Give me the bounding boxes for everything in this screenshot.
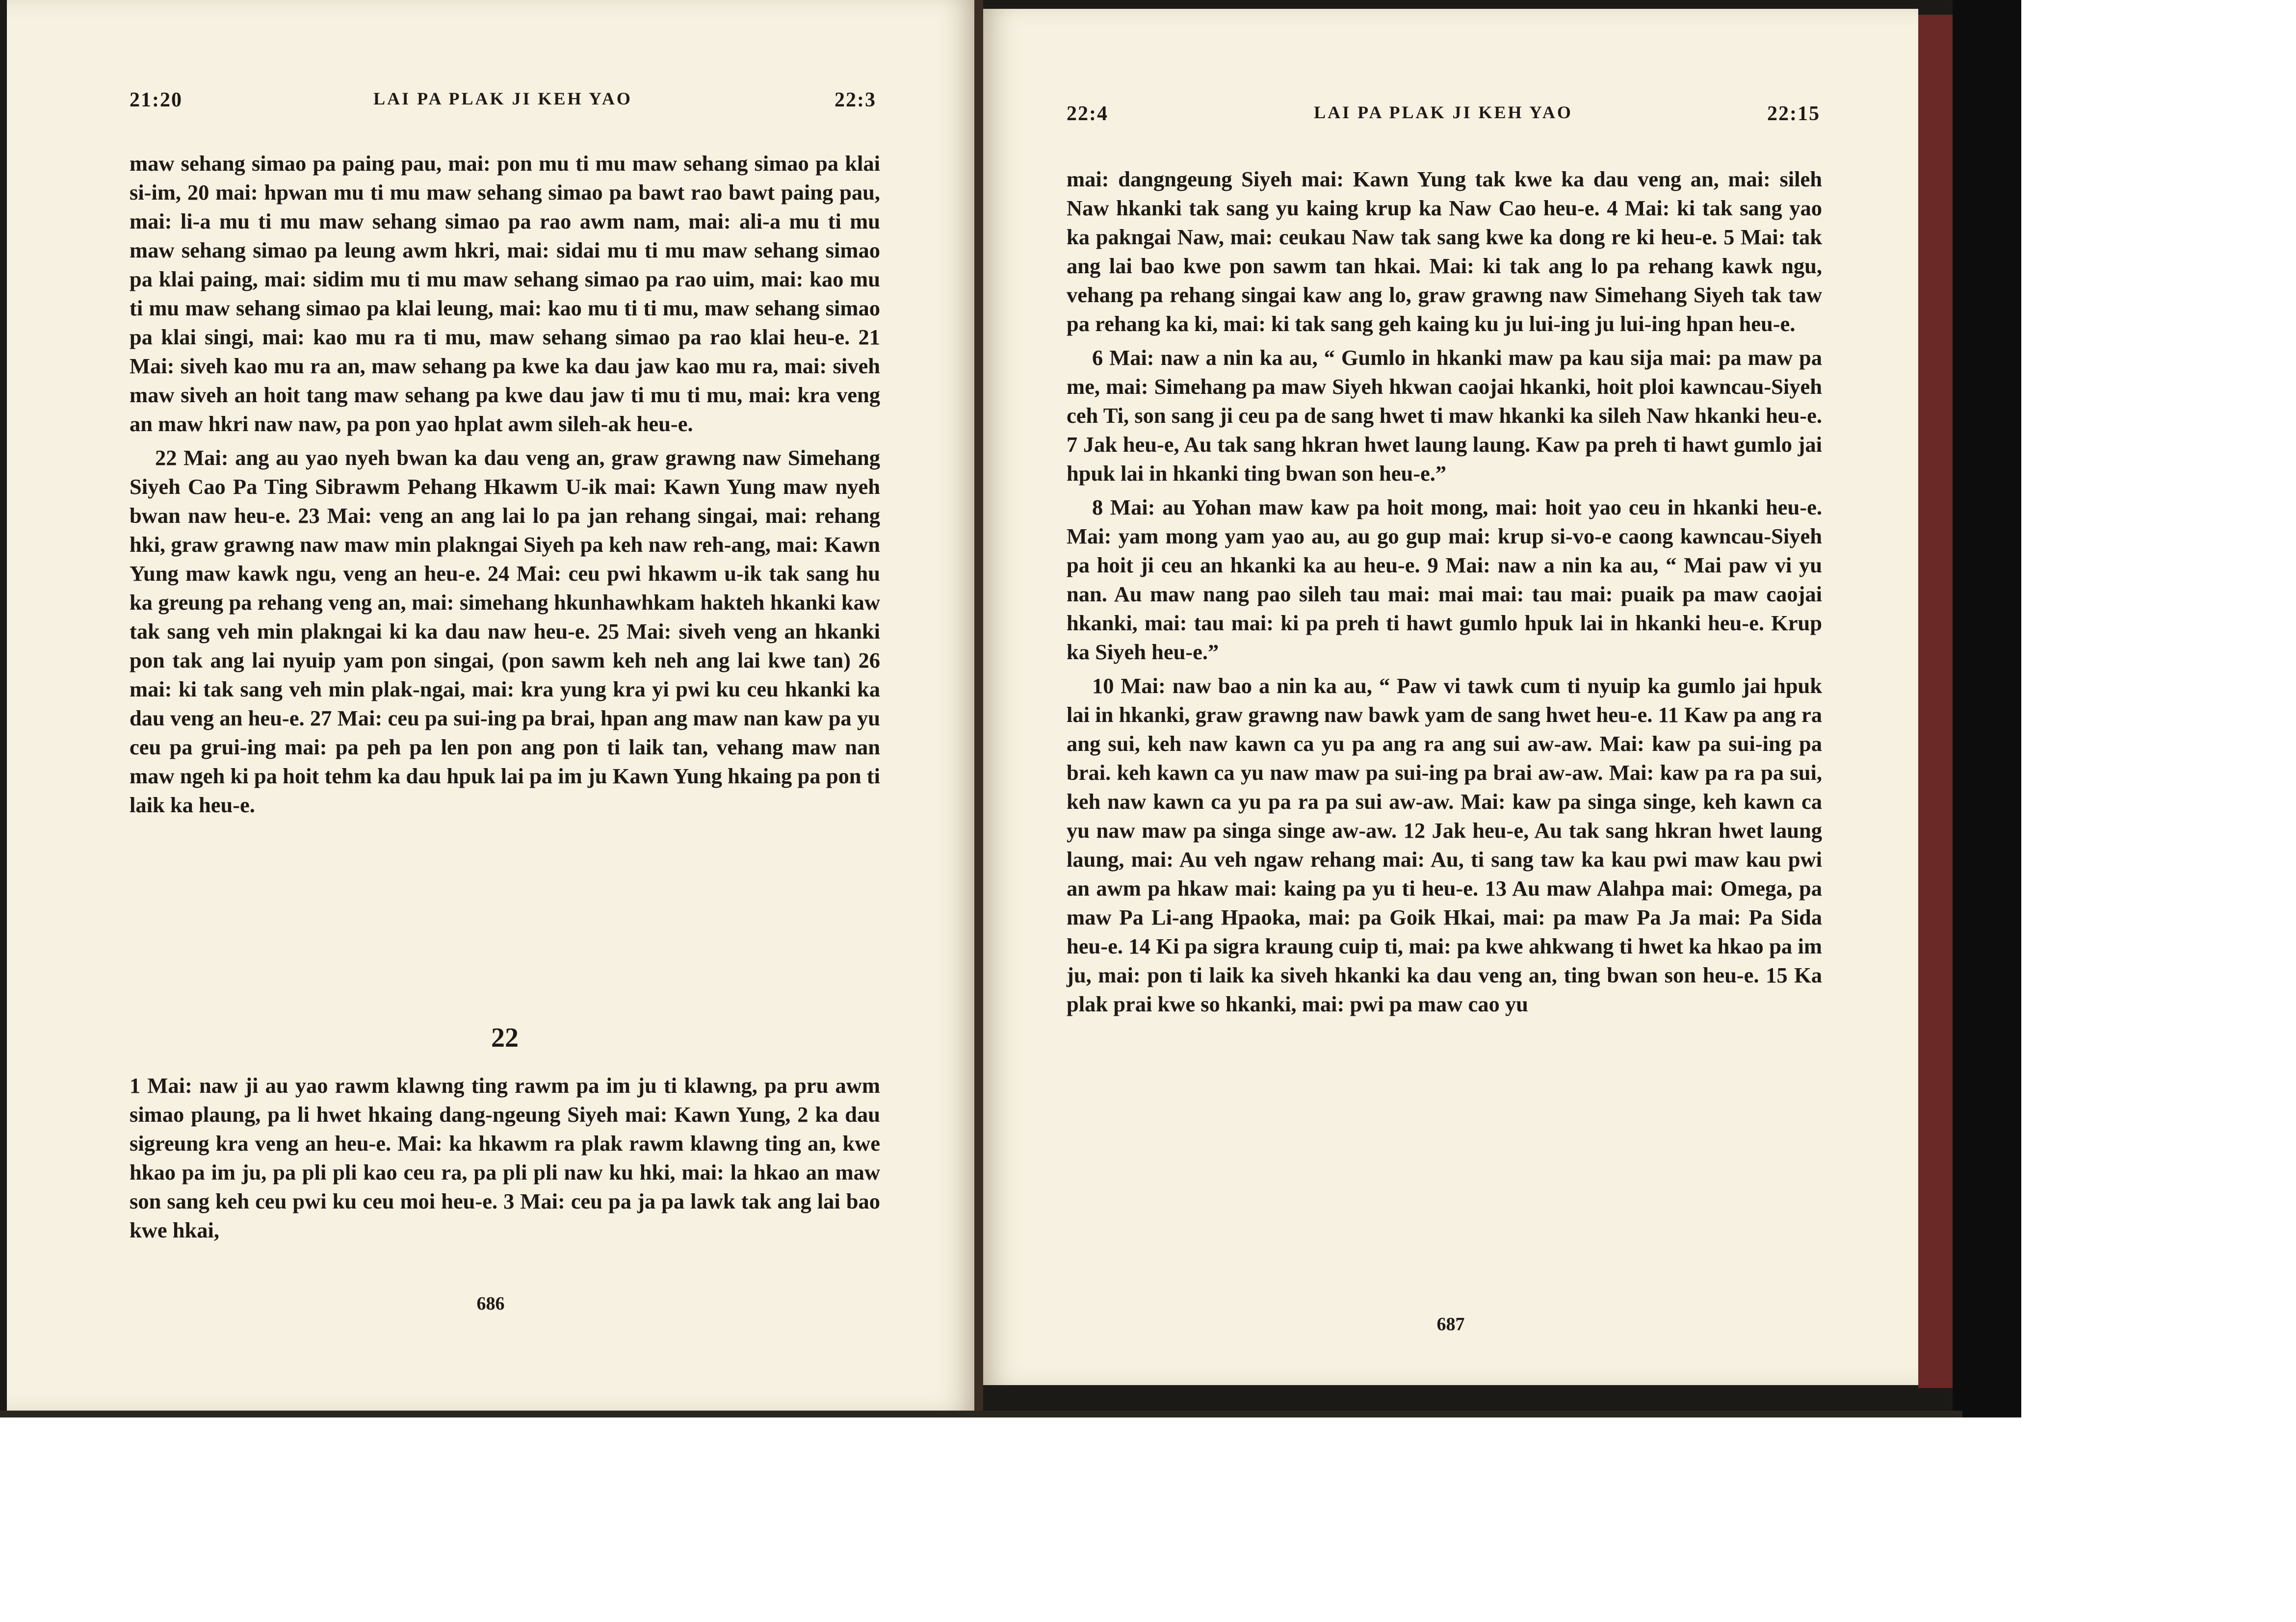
- paragraph: maw sehang simao pa paing pau, mai: pon mu ti mu maw sehang simao pa klai si-im, 20 mai: hpwan mu ti mu maw sehang simao pa bawt rao bawt paing pau, mai: li-a mu ti mu maw sehang simao pa rao awm nam, mai: ali-a mu ti mu maw sehang simao pa leung awm hkri, mai: sidai mu ti mu maw sehang simao pa klai paing, mai: sidim mu ti mu maw sehang simao pa rao uim, mai: kao mu ti mu maw sehang simao pa klai leung, mai: kao mu ti ti mu, maw sehang simao pa klai singi, mai: kao mu ra ti mu, maw sehang simao pa rao klai heu-e. 21 Mai: siveh kao mu ra an, maw sehang pa kwe ka dau jaw kao mu ra, mai: siveh maw siveh an hoit tang maw sehang pa kwe dau jaw ti mu ti mu, mai: kra veng an maw hkri naw naw, pa pon yao hplat awm sileh-ak heu-e.: [130, 151, 880, 436]
- body-text-before-chapter: [130, 149, 880, 820]
- paragraph: 1 Mai: naw ji au yao rawm klawng ting rawm pa im ju ti klawng, pa pru awm simao plaung, pa li hwet hkaing dang-ngeung Siyeh mai: Kawn Yung, 2 ka dau sigreung kra veng an heu-e. Mai: ka hkawm ra plak rawm klawng ting an, kwe hkao pa im ju, pa pli pli kao ceu ra, pa pli pli naw ku hki, mai: la hkao an maw son sang keh ceu pwi ku ceu moi heu-e. 3 Mai: ceu pa ja pa lawk tak ang lai bao kwe hkai,: [130, 1073, 880, 1242]
- verse-range-start: 22:4: [1067, 103, 1108, 125]
- left-page: [7, 0, 974, 1411]
- body-text-after-chapter: [130, 1071, 880, 1245]
- paragraph: 8 Mai: au Yohan maw kaw pa hoit mong, mai: hoit yao ceu in hkanki heu-e. Mai: yam mong yam yao au, au go gup mai: krup si-vo-e caong kawncau-Siyeh pa hoit ji ceu an hkanki ka au heu-e. 9 Mai: naw a nin ka au, “ Mai paw vi yu nan. Au maw nang pao sileh tau mai: mai mai: tau mai: puaik pa maw caojai hkanki, mai: tau mai: ki pa preh ti hawt gumlo hpuk lai in hkanki heu-e. Krup ka Siyeh heu-e.”: [1067, 495, 1822, 664]
- book-title: LAI PA PLAK JI KEH YAO: [1314, 103, 1573, 122]
- verse-range-end: 22:15: [1767, 103, 1820, 125]
- page-number: 687: [1436, 1314, 1465, 1335]
- verse-range-start: 21:20: [130, 89, 183, 111]
- scan-shadow: [1953, 0, 2021, 1417]
- running-head: [1067, 102, 1820, 136]
- scan-bottom-edge: [0, 1411, 1962, 1417]
- right-page: [983, 9, 1918, 1385]
- book-gutter: [974, 0, 983, 1417]
- book-cover-edge: [1918, 15, 1953, 1388]
- verse-range-end: 22:3: [835, 89, 876, 111]
- paragraph: 10 Mai: naw bao a nin ka au, “ Paw vi tawk cum ti nyuip ka gumlo jai hpuk lai in hkanki, graw grawng naw bawk yam de sang hwet heu-e. 11 Kaw pa ang ra ang sui, keh naw kawn ca yu pa ang ra ang sui aw-aw. Mai: kaw pa sui-ing pa brai. keh kawn ca yu naw maw pa sui-ing pa brai aw-aw. Mai: kaw pa ra pa sui, keh naw kawn ca yu pa ra pa sui aw-aw. Mai: kaw pa singa singe, keh kawn ca yu naw maw pa singa singe aw-aw. 12 Jak heu-e, Au tak sang hkran hwet laung laung, mai: Au veh ngaw rehang mai: Au, ti sang taw ka kau pwi maw kau pwi an awm pa hkaw mai: kaing pa yu ti heu-e. 13 Au maw Alahpa mai: Omega, pa maw Pa Li-ang Hpaoka, mai: pa Goik Hkai, mai: pa maw Pa Ja mai: Pa Sida heu-e. 14 Ki pa sigra kraung cuip ti, mai: pa kwe ahkwang ti hwet ka hkao pa im ju, mai: pon ti laik ka siveh hkanki ka dau veng an, ting bwan son heu-e. 15 Ka plak prai kwe so hkanki, mai: pwi pa maw cao yu: [1067, 673, 1822, 1016]
- chapter-number: 22: [491, 1023, 519, 1053]
- paragraph: mai: dangngeung Siyeh mai: Kawn Yung tak kwe ka dau veng an, mai: sileh Naw hkanki tak sang yu kaing krup ka Naw Cao heu-e. 4 Mai: ki tak sang yao ka pakngai Naw, mai: ceukau Naw tak sang kwe ka dong re ki heu-e. 5 Mai: tak ang lai bao kwe pon sawm tan hkai. Mai: ki tak ang lo pa rehang kawk ngu, vehang pa rehang singai kaw ang lo, graw grawng naw Simehang Siyeh tak taw pa rehang ka ki, mai: ki tak sang geh kaing ku ju lui-ing ju lui-ing hpan heu-e.: [1067, 167, 1822, 336]
- running-head: [130, 88, 876, 123]
- body-text: [1067, 165, 1822, 1019]
- paragraph: 6 Mai: naw a nin ka au, “ Gumlo in hkanki maw pa kau sija mai: pa maw pa me, mai: Simehang pa maw Siyeh hkwan caojai hkanki, hoit ploi kawncau-Siyeh ceh Ti, son sang ji ceu pa de sang hwet ti maw hkanki ka sileh Naw hkanki heu-e. 7 Jak heu-e, Au tak sang hkran hwet laung laung. Kaw pa preh ti hawt gumlo jai hpuk lai in hkanki ting bwan son heu-e.”: [1067, 345, 1822, 486]
- paragraph: 22 Mai: ang au yao nyeh bwan ka dau veng an, graw grawng naw Simehang Siyeh Cao Pa Ting Sibrawm Pehang Hkawm U-ik mai: Kawn Yung maw nyeh bwan naw heu-e. 23 Mai: veng an ang lai lo pa jan rehang singai, mai: rehang hki, graw grawng naw maw min plakngai Siyeh pa keh naw reh-ang, mai: Kawn Yung maw kawk ngu, veng an heu-e. 24 Mai: ceu pwi hkawm u-ik tak sang hu ka greung pa rehang veng an, mai: simehang hkunhawhkam hakteh hkanki kaw tak sang veh min plakngai ki ka dau naw heu-e. 25 Mai: siveh veng an hkanki pon tak ang lai nyuip yam pon singai, (pon sawm keh neh ang lai kwe tan) 26 mai: ki tak sang veh min plak-ngai, mai: kra yung kra yi pwi ku ceu hkanki ka dau veng an heu-e. 27 Mai: ceu pa sui-ing pa brai, hpan ang maw nan kaw pa yu ceu pa grui-ing mai: pa peh pa len pon ang pon ti laik tan, vehang maw nan maw ngeh ki pa hoit tehm ka dau hpuk lai pa im ju Kawn Yung hkaing pa pon ti laik ka heu-e.: [130, 445, 880, 817]
- page-number: 686: [476, 1293, 505, 1314]
- book-title: LAI PA PLAK JI KEH YAO: [373, 89, 632, 108]
